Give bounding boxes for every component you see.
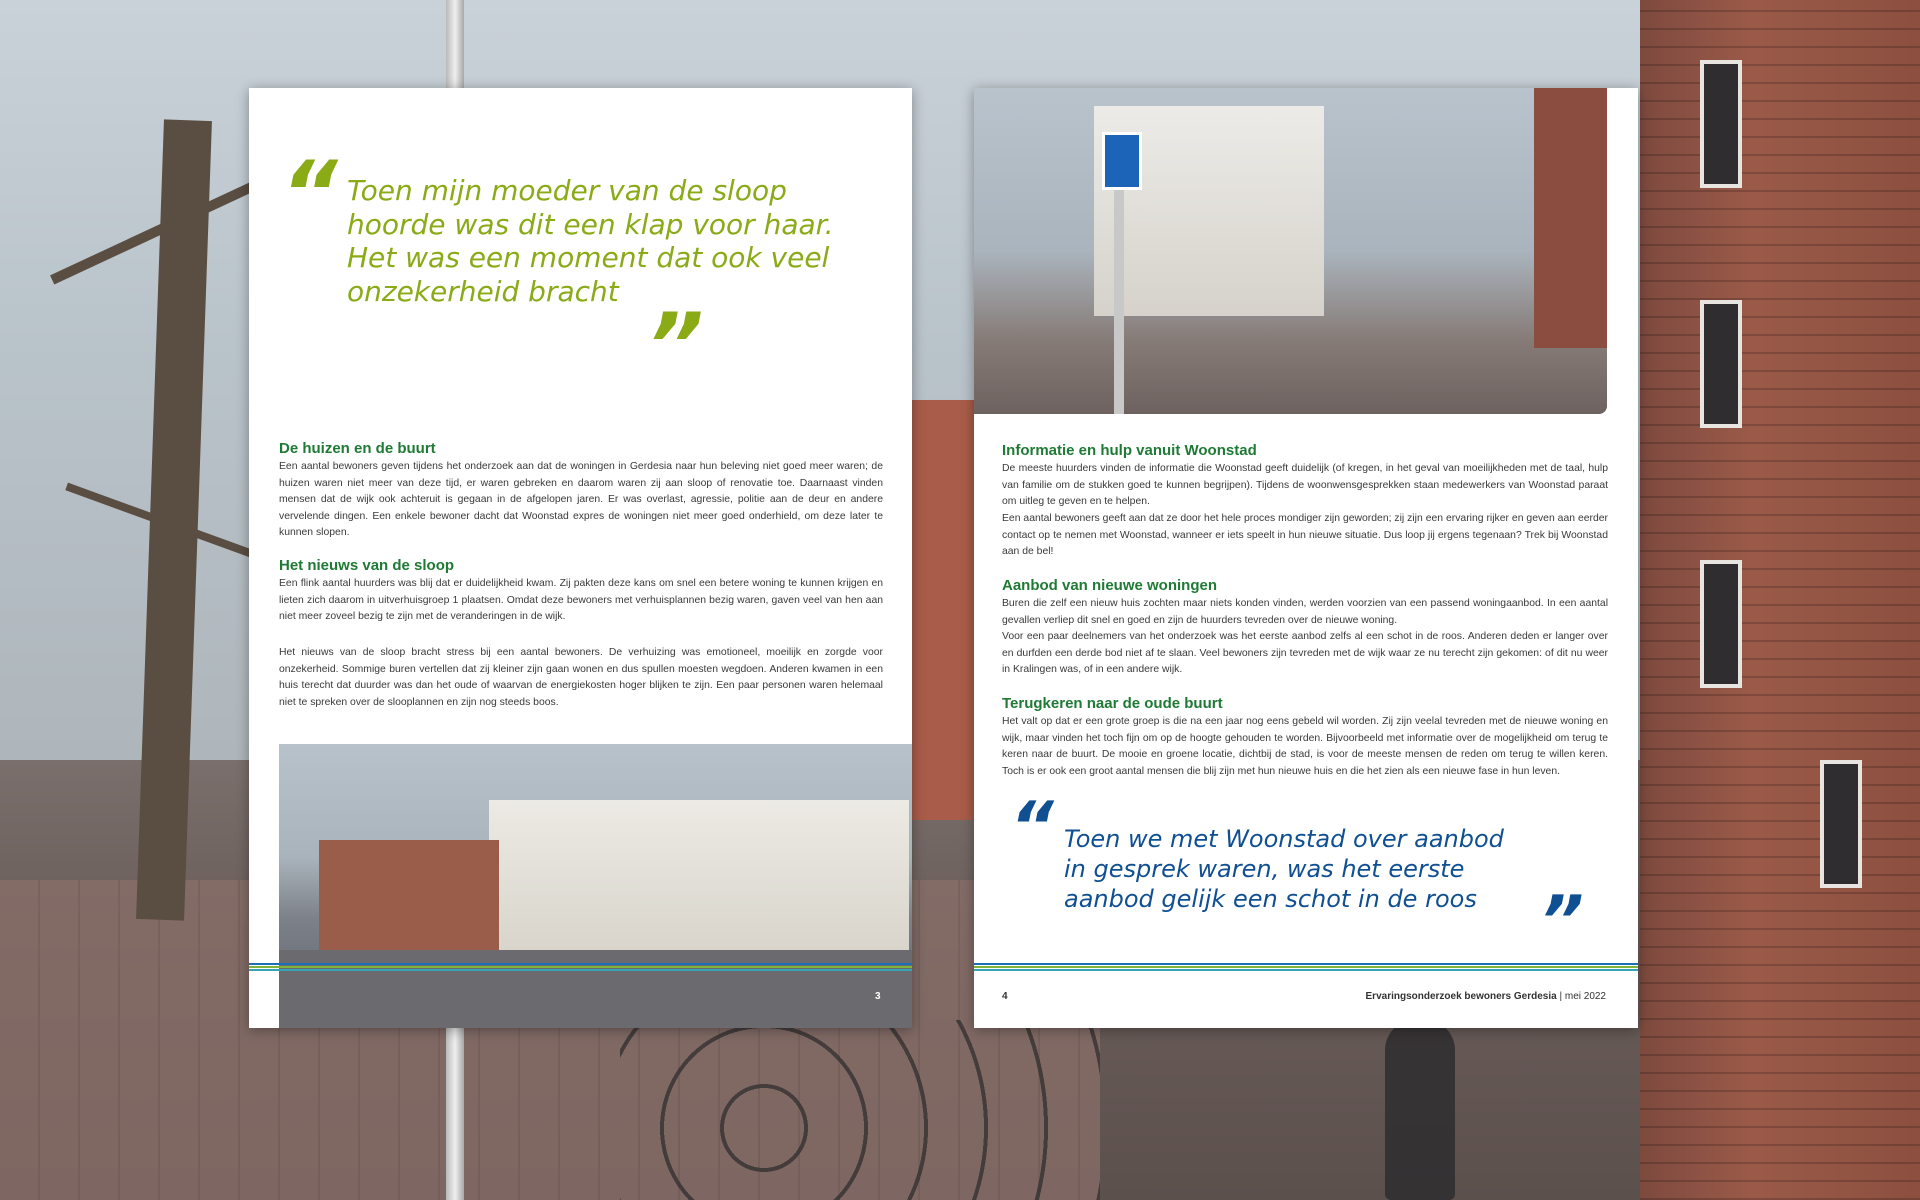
stripe — [974, 963, 1638, 965]
quote-open-mark: “ — [1010, 788, 1054, 867]
background-bicycles — [620, 1020, 1100, 1200]
stripe — [249, 966, 912, 968]
quote-open-mark: “ — [281, 142, 338, 245]
section-heading: Aanbod van nieuwe woningen — [1002, 577, 1218, 594]
pull-quote-line: Toen mijn moeder van de sloop — [347, 174, 787, 207]
footer-title: Ervaringsonderzoek bewoners Gerdesia — [1365, 991, 1557, 1002]
background-pedestrian — [1385, 1020, 1455, 1200]
background-brick-building — [1640, 0, 1920, 1200]
pull-quote-line: Het was een moment dat ook veel — [347, 241, 830, 275]
photo-sign — [1102, 132, 1142, 190]
photo-road — [279, 950, 912, 1028]
pull-quote — [1064, 824, 1604, 914]
section-body: Het nieuws van de sloop bracht stress bij een aantal bewoners. De verhuizing was emotioneel, moeilijk en zorgde voor onzekerheid. Sommige buren vertellen dat zij kleiner zijn gaan wonen en dus spullen moesten wegdoen. Anderen kwamen in een huis terecht dat duurder was dan het oude of waarvan de energiekosten hoger blijken te zijn. Een paar personen waren helemaal niet te spreken over de slooplannen en zijn nog steeds boos. — [279, 647, 883, 708]
pull-quote-line: in gesprek waren, was het eerste — [1064, 855, 1465, 883]
footer-date: | mei 2022 — [1559, 991, 1606, 1002]
section-heading: Terugkeren naar de oude buurt — [1002, 695, 1223, 712]
page-number: 3 — [875, 991, 881, 1002]
pull-quote-line: Toen we met Woonstad over aanbod — [1064, 825, 1504, 853]
photo-building-brick — [319, 840, 499, 950]
section-heading: Het nieuws van de sloop — [279, 557, 455, 574]
decorative-stripes — [974, 963, 1638, 970]
section-body: Een aantal bewoners geven tijdens het onderzoek aan dat de woningen in Gerdesia naar hun beleving niet goed meer waren; de huizen waren niet meer van deze tijd, er waren gebreken en daarom waren zij aan sloop of renovatie toe. Daarnaast vinden mensen dat de wijk ook achteruit is gegaan in de afgelopen jaren. Er was overlast, agressie, politie aan de deur en andere vervelende dingen. Een enkele bewoner dacht dat Woonstad expres de woningen niet meer goed onderhield, om deze later te kunnen slopen. — [279, 461, 883, 539]
section-body: Voor een paar deelnemers van het onderzoek was het eerste aanbod zelfs al een schot in de roos. Anderen deden er langer over en durfden een derde bod niet af te slaan. Veel bewoners zijn tevreden met de wijk waar ze nu terecht zijn gekomen: of dit nu weer in Kralingen was, of in een andere wijk. — [1002, 631, 1608, 676]
footer-publication-info — [1366, 991, 1606, 1002]
photo-building-brick — [1534, 88, 1607, 348]
section-heading: Informatie en hulp vanuit Woonstad — [1002, 442, 1257, 459]
section-body: De meeste huurders vinden de informatie die Woonstad geeft duidelijk (of kregen, in het geval van moeilijkheden met de taal, hulp van familie om de stukken goed te kunnen begrijpen). Tijdens de woonwensgesprekken staan medewerkers van Woonstad paraat om uitleg te geven en te helpen. — [1002, 463, 1608, 508]
pull-quote-line: hoorde was dit een klap voor haar. — [347, 207, 834, 241]
background-window — [1700, 560, 1742, 688]
stripe — [249, 969, 912, 971]
section-body: Buren die zelf een nieuw huis zochten maar niets konden vinden, werden voorzien van een passend woningaanbod. In een aantal gevallen verliep dit snel en goed en zijn de huurders tevreden over de nieuwe woning. — [1002, 598, 1608, 626]
page-number: 4 — [1002, 991, 1008, 1002]
background-window — [1700, 300, 1742, 428]
pull-quote — [347, 174, 887, 308]
stripe — [974, 969, 1638, 971]
background-window — [1700, 60, 1742, 188]
stripe — [974, 966, 1638, 968]
brochure-page-right — [974, 88, 1638, 1028]
pull-quote-line: aanbod gelijk een schot in de roos — [1064, 885, 1477, 913]
section-body: Het valt op dat er een grote groep is die na een jaar nog eens gebeld wil worden. Zij zijn veelal tevreden met de nieuwe woning en wijk, maar vinden het toch fijn om op de hoogte gehouden te worden. Bijvoorbeeld met informatie over de mogelijkheid om terug te keren naar de buurt. De mooie en groene locatie, dichtbij de stad, is voor de meeste mensen de reden om terug te willen keren. Toch is er ook een groot aantal mensen die blij zijn met hun nieuwe huis en die het zien als een nieuwe fase in hun leven. — [1002, 716, 1608, 777]
section-heading: De huizen en de buurt — [279, 440, 436, 457]
brochure-page-left — [249, 88, 912, 1028]
quote-close-mark: ” — [1540, 882, 1584, 961]
section-body: Een flink aantal huurders was blij dat er duidelijkheid kwam. Zij pakten deze kans om snel een betere woning te kunnen krijgen en lieten zich daarom in uitverhuisgroep 1 plaatsen. Omdat deze bewoners met verhuisplannen bezig waren, gaven veel van hen aan niet meer zoveel bezig te zijn met de veranderingen in de wijk. — [279, 578, 883, 623]
stripe — [249, 963, 912, 965]
photo-street-with-bicycles — [974, 88, 1607, 414]
quote-close-mark: ” — [647, 294, 704, 397]
background-window — [1820, 760, 1862, 888]
decorative-stripes — [249, 963, 912, 970]
photo-apartment-buildings — [279, 744, 912, 1028]
section-body: Een aantal bewoners geeft aan dat ze door het hele proces mondiger zijn geworden; zij zijn een ervaring rijker en geven aan eerder contact op te nemen met Woonstad, wanneer er iets speelt in hun nieuwe situatie. Dus loop jij ergens tegenaan? Trek bij Woonstad aan de bel! — [1002, 513, 1608, 558]
pull-quote-line: onzekerheid bracht — [347, 274, 619, 308]
photo-building — [489, 800, 909, 950]
